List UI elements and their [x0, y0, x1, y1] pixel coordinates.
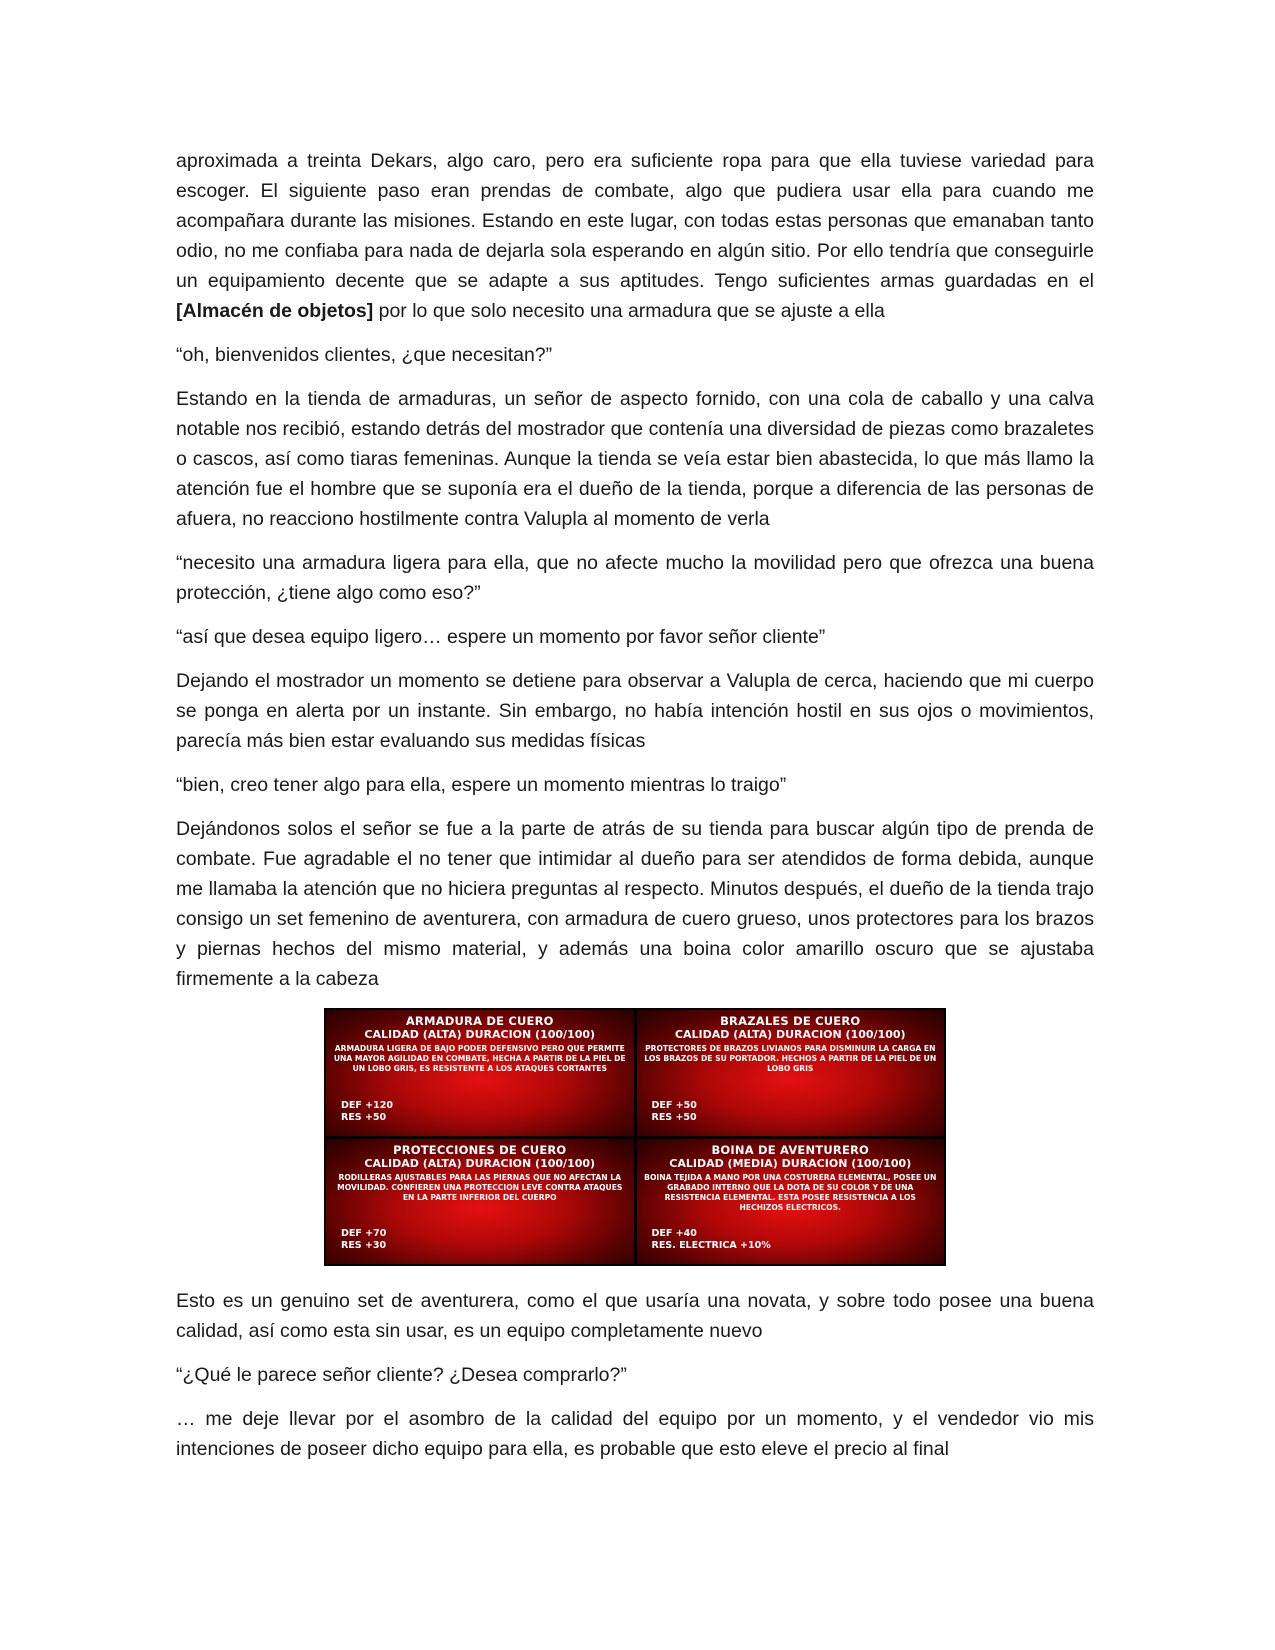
paragraph-1-text-a: aproximada a treinta Dekars, algo caro, pero era suficiente ropa para que ella tuviese variedad para escoger. El siguiente paso eran prendas de combate, algo que pudiera usar ella para cuando me acompañara durante las misiones. Estando en este lugar, con todas estas personas que emanaban tanto odio, no me confiaba para nada de dejarla sola esperando en algún sitio. Por ello tendría que conseguirle un equipamiento decente que se adapte a sus aptitudes. Tengo suficientes armas guardadas en el: [176, 150, 1094, 292]
item-stat: RES +30: [341, 1240, 387, 1251]
item-description: RODILLERAS AJUSTABLES PARA LAS PIERNAS QUE NO AFECTAN LA MOVILIDAD. CONFIEREN UNA PROTECCION LEVE CONTRA ATAQUES EN LA PARTE INFERIOR DEL CUERPO: [337, 1172, 623, 1202]
item-card-adventurer-beret: [637, 1139, 945, 1265]
item-stats: [652, 1100, 697, 1124]
dialogue-2: “necesito una armadura ligera para ella, que no afecte mucho la movilidad pero que ofrezca una buena protección, ¿tiene algo como eso?”: [176, 552, 1094, 604]
item-description: ARMADURA LIGERA DE BAJO PODER DEFENSIVO PERO QUE PERMITE UNA MAYOR AGILIDAD EN COMBATE, HECHA A PARTIR DE LA PIEL DE UN LOBO GRIS, ES RESISTENTE A LOS ATAQUES CORTANTES: [333, 1044, 626, 1073]
paragraph-9: Esto es un genuino set de aventurera, como el que usaría una novata, y sobre todo posee una buena calidad, así como esta sin usar, es un equipo completamente nuevo: [176, 1290, 1094, 1342]
equipment-grid: [324, 1008, 946, 1266]
item-description: BOINA TEJIDA A MANO POR UNA COSTURERA ELEMENTAL, POSEE UN GRABADO INTERNO QUE LA DOTA DE SU COLOR Y DE UNA RESISTENCIA ELEMENTAL. ESTA POSEE RESISTENCIA A LOS HECHIZOS ELECTRICOS.: [644, 1172, 937, 1212]
item-quality: CALIDAD (MEDIA) DURACION (100/100): [669, 1156, 912, 1170]
item-title: BRAZALES DE CUERO: [720, 1014, 861, 1028]
item-stat: RES +50: [341, 1111, 387, 1123]
document-page: [176, 146, 1094, 1478]
paragraph-6: Dejando el mostrador un momento se detiene para observar a Valupla de cerca, haciendo que mi cuerpo se ponga en alerta por un instante. Sin embargo, no había intención hostil en sus ojos o movimientos, parecía más bien estar evaluando sus medidas físicas: [176, 670, 1094, 752]
item-stat: DEF +40: [651, 1228, 697, 1239]
paragraph-1: [176, 146, 1094, 326]
equipment-figure: [176, 1008, 1094, 1266]
item-stat: RES. ELECTRICA +10%: [651, 1240, 771, 1251]
item-title: BOINA DE AVENTURERO: [711, 1142, 870, 1157]
item-title: ARMADURA DE CUERO: [405, 1014, 554, 1028]
paragraph-1-text-b: por lo que solo necesito una armadura que se ajuste a ella: [373, 300, 885, 322]
paragraph-8: Dejándonos solos el señor se fue a la parte de atrás de su tienda para buscar algún tipo de prenda de combate. Fue agradable el no tener que intimidar al dueño para ser atendidos de forma debida, aunque me llamaba la atención que no hiciera preguntas al respecto. Minutos después, el dueño de la tienda trajo consigo un set femenino de aventurera, con armadura de cuero grueso, unos protectores para los brazos y piernas hechos del mismo material, y además una boina color amarillo oscuro que se ajustaba firmemente a la cabeza: [176, 818, 1094, 990]
item-card-leather-armor: [326, 1010, 634, 1136]
item-quality: CALIDAD (ALTA) DURACION (100/100): [364, 1156, 596, 1170]
item-stat: DEF +70: [341, 1228, 387, 1239]
item-quality: CALIDAD (ALTA) DURACION (100/100): [364, 1028, 596, 1041]
item-description: PROTECTORES DE BRAZOS LIVIANOS PARA DISMINUIR LA CARGA EN LOS BRAZOS DE SU PORTADOR. HECHOS A PARTIR DE LA PIEL DE UN LOBO GRIS: [644, 1044, 937, 1073]
paragraph-11: … me deje llevar por el asombro de la calidad del equipo por un momento, y el vendedor vio mis intenciones de poseer dicho equipo para ella, es probable que esto eleve el precio al final: [176, 1408, 1094, 1460]
paragraph-3: Estando en la tienda de armaduras, un señor de aspecto fornido, con una cola de caballo y una calva notable nos recibió, estando detrás del mostrador que contenía una diversidad de piezas como brazaletes o cascos, así como tiaras femeninas. Aunque la tienda se veía estar bien abastecida, lo que más llamo la atención fue el hombre que se suponía era el dueño de la tienda, porque a diferencia de las personas de afuera, no reacciono hostilmente contra Valupla al momento de verla: [176, 388, 1094, 530]
dialogue-5: “¿Qué le parece señor cliente? ¿Desea comprarlo?”: [176, 1364, 627, 1386]
item-card-leather-bracers: [637, 1010, 945, 1136]
item-stat: DEF +120: [341, 1099, 393, 1111]
storage-term: [Almacén de objetos]: [176, 300, 374, 322]
dialogue-3: “así que desea equipo ligero… espere un momento por favor señor cliente”: [176, 626, 826, 648]
item-title: PROTECCIONES DE CUERO: [393, 1142, 567, 1157]
dialogue-1: “oh, bienvenidos clientes, ¿que necesitan?”: [176, 344, 553, 366]
item-stats: [341, 1228, 386, 1252]
item-card-leather-protections: [326, 1139, 634, 1265]
item-stats: [341, 1100, 393, 1124]
item-stats: [652, 1228, 771, 1252]
item-quality: CALIDAD (ALTA) DURACION (100/100): [674, 1028, 906, 1041]
item-stat: DEF +50: [651, 1099, 697, 1111]
dialogue-4: “bien, creo tener algo para ella, espere un momento mientras lo traigo”: [176, 774, 787, 796]
item-stat: RES +50: [651, 1111, 697, 1123]
